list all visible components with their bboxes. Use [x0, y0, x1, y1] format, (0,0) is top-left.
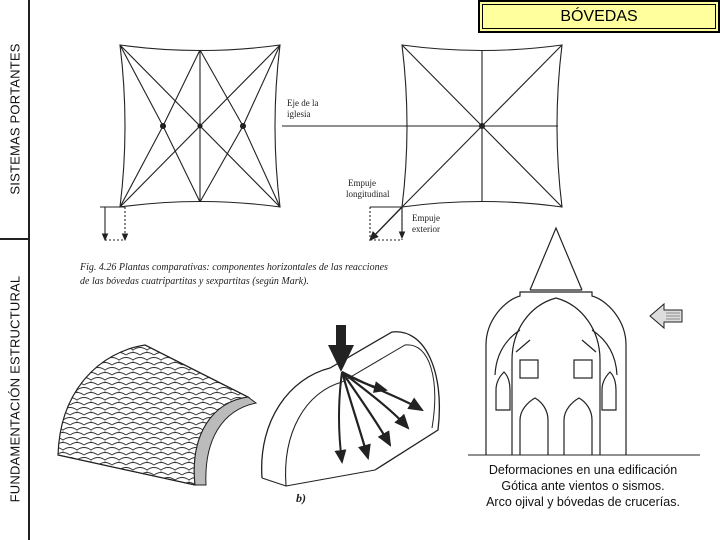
gothic-caption [466, 462, 700, 510]
gothic-section [468, 228, 700, 455]
fig-caption-1: Fig. 4.26 Plantas comparativas: componentes horizontales de las reacciones [80, 262, 388, 273]
sidebar-label-fundamentacion: FUNDAMENTACIÓN ESTRUCTURAL [7, 275, 23, 503]
caption-line-1: Deformaciones en una edificación [488, 463, 678, 477]
label-long-1: Empuje [348, 178, 376, 188]
caption-line-2: Gótica ante vientos o sismos. [501, 479, 665, 493]
fig-caption-2: de las bóvedas cuatripartitas y sexpartitas (según Mark). [80, 276, 309, 287]
label-ext-1: Empuje [412, 213, 440, 223]
sidebar-label-sistemas-portantes: SISTEMAS PORTANTES [7, 43, 23, 195]
label-axis-2: iglesia [287, 109, 311, 119]
label-ext-2: exterior [412, 224, 440, 234]
plan-quadripartite [370, 45, 562, 240]
label-long-2: longitudinal [346, 189, 390, 199]
wind-arrow-icon [650, 304, 682, 328]
sublabel-b: b) [296, 491, 306, 505]
barrel-vault-forces [262, 325, 440, 486]
plan-sexpartite [100, 45, 280, 240]
caption-line-3: Arco ojival y bóvedas de crucerías. [486, 495, 680, 509]
label-axis-1: Eje de la [287, 98, 319, 108]
page-title: BÓVEDAS [560, 8, 638, 25]
barrel-vault-tiled [58, 345, 256, 485]
